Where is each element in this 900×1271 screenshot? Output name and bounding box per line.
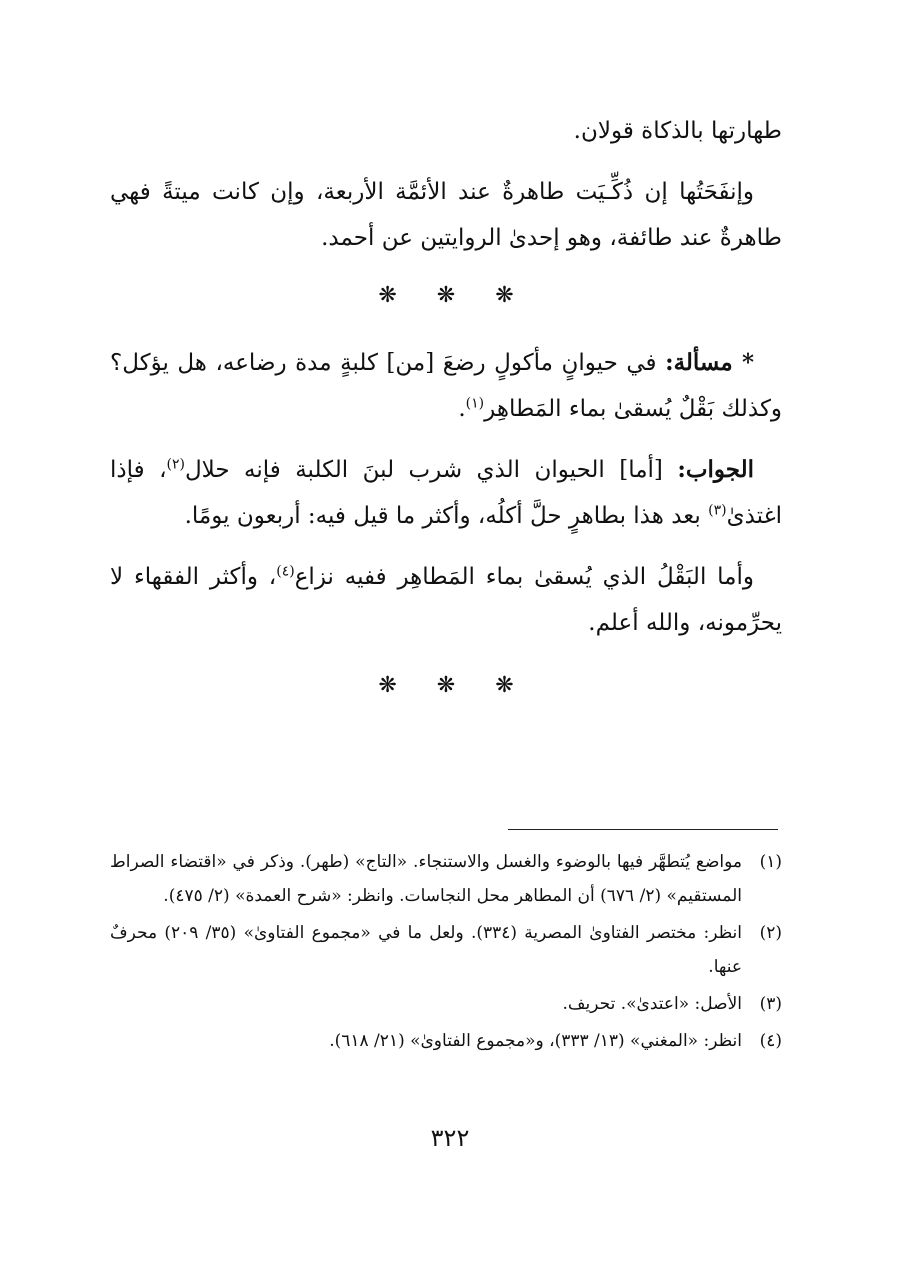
answer-text: [أما] الحيوان الذي شرب لبنَ الكلبة فإنه حلال	[184, 457, 663, 483]
section-separator	[110, 666, 782, 706]
answer-label: الجواب:	[677, 456, 755, 483]
footnote-number: (٣)	[759, 994, 782, 1014]
footnote-text: مواضع يُتطهَّر فيها بالوضوء والغسل والاستنجاء. «التاج» (طهر). وذكر في «اقتضاء الصراط المستقيم» (٢/ ٦٧٦) أن المطاهر محل النجاسات. وانظر: «شرح العمدة» (٢/ ٤٧٥).	[110, 852, 742, 906]
footnote-number: (٢)	[759, 923, 782, 943]
footnote	[110, 1024, 782, 1058]
footnote-ref: (٣)	[708, 502, 727, 519]
footnote-ref: (٤)	[276, 563, 295, 580]
star-ornament: ❋	[436, 673, 456, 698]
star-ornament: ❋	[495, 673, 514, 698]
question-label: * مسألة:	[665, 349, 755, 376]
section-separator	[110, 276, 782, 316]
footnote	[110, 916, 782, 984]
paragraph-1: طهارتها بالذكاة قولان.	[573, 118, 782, 144]
answer-text: بعد هذا بطاهرٍ حلَّ أكلُه، وأكثر ما قيل فيه: أربعون يومًا.	[184, 503, 709, 529]
main-text	[110, 108, 782, 730]
star-ornament: ❋	[436, 283, 456, 308]
star-ornament: ❋	[378, 283, 397, 308]
paragraph-2: وإنفَحَتُها إن ذُكِّـيَت طاهرةٌ عند الأئمَّة الأربعة، وإن كانت ميتةً فهي طاهرةٌ عند طائفة، وهو إحدىٰ الروايتين عن أحمد.	[110, 179, 782, 251]
paragraph-3-text: وأما البَقْلُ الذي يُسقىٰ بماء المَطاهِر ففيه نزاع	[294, 564, 754, 590]
question-paragraph	[110, 340, 782, 432]
footnote-text: انظر: مختصر الفتاوىٰ المصرية (٣٣٤). ولعل ما في «مجموع الفتاوىٰ» (٣٥/ ٢٠٩) محرفٌ عنها.	[110, 923, 742, 977]
answer-paragraph	[110, 447, 782, 539]
footnote-text: الأصل: «اعتدىٰ». تحريف.	[562, 994, 742, 1014]
page-number: ٣٢٢	[430, 1124, 470, 1152]
star-ornament: ❋	[378, 673, 397, 698]
footnote	[110, 845, 782, 913]
paragraph-3	[110, 554, 782, 646]
footnotes	[110, 845, 782, 1061]
footnote	[110, 987, 782, 1021]
question-end: .	[458, 396, 466, 422]
footnote-ref: (١)	[465, 395, 485, 412]
footnote-number: (٤)	[759, 1031, 782, 1051]
footnote-ref: (٢)	[166, 456, 185, 473]
question-text: في حيوانٍ مأكولٍ رضعَ [من] كلبةٍ مدة رضاعه، هل يؤكل؟ وكذلك بَقْلٌ يُسقىٰ بماء المَطاهِر	[110, 350, 782, 422]
footnote-text: انظر: «المغني» (١٣/ ٣٣٣)، و«مجموع الفتاوىٰ» (٢١/ ٦١٨).	[329, 1031, 742, 1051]
paragraph-3-text: ، وأكثر الفقهاء لا يحرِّمونه، والله أعلم.	[110, 564, 782, 636]
star-ornament: ❋	[495, 283, 514, 308]
footnote-divider	[508, 829, 778, 830]
footnote-number: (١)	[759, 852, 782, 872]
answer-text: ، فإذا اغتذىٰ	[110, 457, 782, 529]
